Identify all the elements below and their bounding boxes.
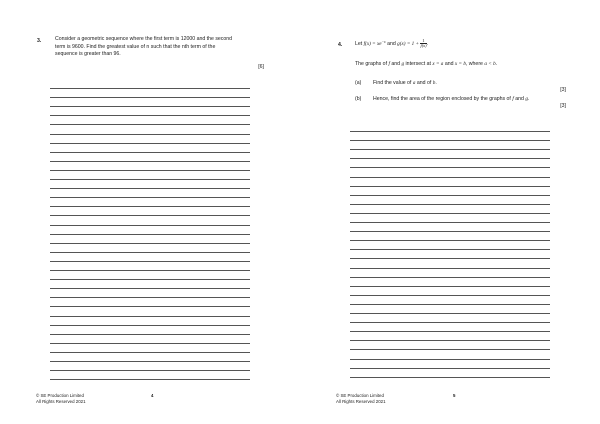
answer-line (350, 368, 550, 369)
answer-line (350, 167, 550, 168)
part-b-end: . (527, 96, 530, 102)
answer-line (50, 361, 250, 362)
answer-line (350, 313, 550, 314)
question-3-number: 3. (37, 38, 42, 44)
answer-line (50, 225, 250, 226)
answer-line (50, 261, 250, 262)
answer-line (50, 143, 250, 144)
answer-line (350, 195, 550, 196)
footer-rights: All Rights Reserved 2021 (336, 398, 386, 404)
question-3-line-2: term is 9600. Find the greatest value of n such that the nth term of the (55, 43, 216, 50)
answer-lines-right (350, 131, 550, 381)
part-a-end: . (435, 80, 437, 86)
footer-rights: All Rights Reserved 2021 (36, 398, 86, 404)
page-number: 5 (453, 393, 456, 398)
stmt-x-equals-b: x = b (454, 61, 466, 67)
answer-line (50, 297, 250, 298)
answer-line (350, 377, 550, 378)
answer-line (350, 277, 550, 278)
answer-line (50, 134, 250, 135)
g-end: . (426, 41, 429, 47)
answer-line (50, 234, 250, 235)
part-b-marks: [3] (560, 103, 566, 109)
g-fraction-numerator: 1 (422, 37, 425, 43)
answer-line (350, 204, 550, 205)
answer-line (350, 268, 550, 269)
answer-lines-left (50, 88, 250, 380)
answer-line (350, 240, 550, 241)
stmt-var-g: g (401, 61, 405, 67)
answer-line (50, 343, 250, 344)
g-fraction-denominator: f(x) (420, 43, 427, 49)
answer-line (350, 258, 550, 259)
part-a-var-b: b (432, 80, 436, 86)
answer-line (50, 206, 250, 207)
answer-line (350, 140, 550, 141)
answer-line (50, 97, 250, 98)
answer-line (350, 177, 550, 178)
footer-left (36, 393, 86, 404)
answer-line (350, 149, 550, 150)
question-4-number: 4. (338, 42, 343, 48)
question-3-line-3: sequence is greater than 96. (55, 51, 121, 58)
footer-right (336, 393, 386, 404)
footer-company: © SE Production Limited (336, 393, 384, 398)
part-b-var-f: f (512, 96, 514, 102)
answer-line (50, 152, 250, 153)
footer-company: © SE Production Limited (36, 393, 84, 398)
answer-line (350, 222, 550, 223)
stmt-text-4: and (444, 61, 454, 67)
answer-line (50, 325, 250, 326)
answer-line (50, 306, 250, 307)
answer-line (50, 124, 250, 125)
right-page (300, 0, 600, 424)
answer-line (50, 252, 250, 253)
answer-line (50, 188, 250, 189)
stmt-text-5: , where (465, 61, 483, 67)
part-a-text (373, 80, 573, 88)
answer-line (350, 322, 550, 323)
stmt-var-f: f (388, 61, 390, 67)
question-3-text (55, 36, 270, 59)
answer-line (50, 279, 250, 280)
and-word: and (387, 41, 396, 47)
answer-line (350, 295, 550, 296)
part-a-label: (a) (355, 80, 362, 86)
stmt-text-1: The graphs of (355, 61, 388, 67)
part-b-text-1: Hence, find the area of the region enclosed by the graphs of (373, 96, 511, 102)
answer-line (50, 215, 250, 216)
part-a-marks: [3] (560, 87, 566, 93)
answer-line (50, 197, 250, 198)
stmt-end: . (495, 61, 498, 67)
answer-line (350, 249, 550, 250)
let-word: Let (355, 41, 363, 47)
part-a-text-1: Find the value of (373, 80, 412, 86)
answer-line (350, 349, 550, 350)
answer-line (50, 316, 250, 317)
answer-line (50, 370, 250, 371)
answer-line (50, 352, 250, 353)
answer-line (50, 170, 250, 171)
answer-line (50, 106, 250, 107)
part-a-text-2: and of (416, 80, 432, 86)
stmt-text-3: intersect at (405, 61, 431, 67)
f-exponent: −x (381, 40, 386, 44)
part-b-text-2: and (515, 96, 524, 102)
answer-line (350, 158, 550, 159)
question-3-marks: [6] (258, 64, 264, 70)
stmt-text-2: and (391, 61, 401, 67)
answer-line (350, 340, 550, 341)
answer-line (50, 270, 250, 271)
part-a-var-a: a (412, 80, 416, 86)
part-b-label: (b) (355, 96, 362, 102)
question-4-definition (355, 38, 575, 49)
stmt-a-less-b: a < b (484, 61, 496, 67)
answer-line (350, 213, 550, 214)
answer-line (50, 243, 250, 244)
answer-line (50, 379, 250, 380)
answer-line (350, 304, 550, 305)
answer-line (50, 88, 250, 89)
answer-line (350, 131, 550, 132)
answer-line (50, 161, 250, 162)
answer-line (350, 231, 550, 232)
question-3-line-1: Consider a geometric sequence where the first term is 12000 and the second (55, 36, 233, 42)
g-definition: g(x) = 1 + (397, 41, 420, 47)
answer-line (50, 115, 250, 116)
page-number: 4 (151, 393, 154, 398)
answer-line (350, 286, 550, 287)
intersection-statement (355, 61, 585, 69)
part-b-var-g: g (525, 96, 528, 102)
part-b-text (373, 96, 573, 104)
answer-line (50, 334, 250, 335)
answer-line (50, 288, 250, 289)
f-definition: f(x) = xe (363, 41, 382, 47)
answer-line (350, 359, 550, 360)
answer-line (350, 186, 550, 187)
stmt-x-equals-a: x = a (432, 61, 444, 67)
answer-line (350, 331, 550, 332)
answer-line (50, 179, 250, 180)
